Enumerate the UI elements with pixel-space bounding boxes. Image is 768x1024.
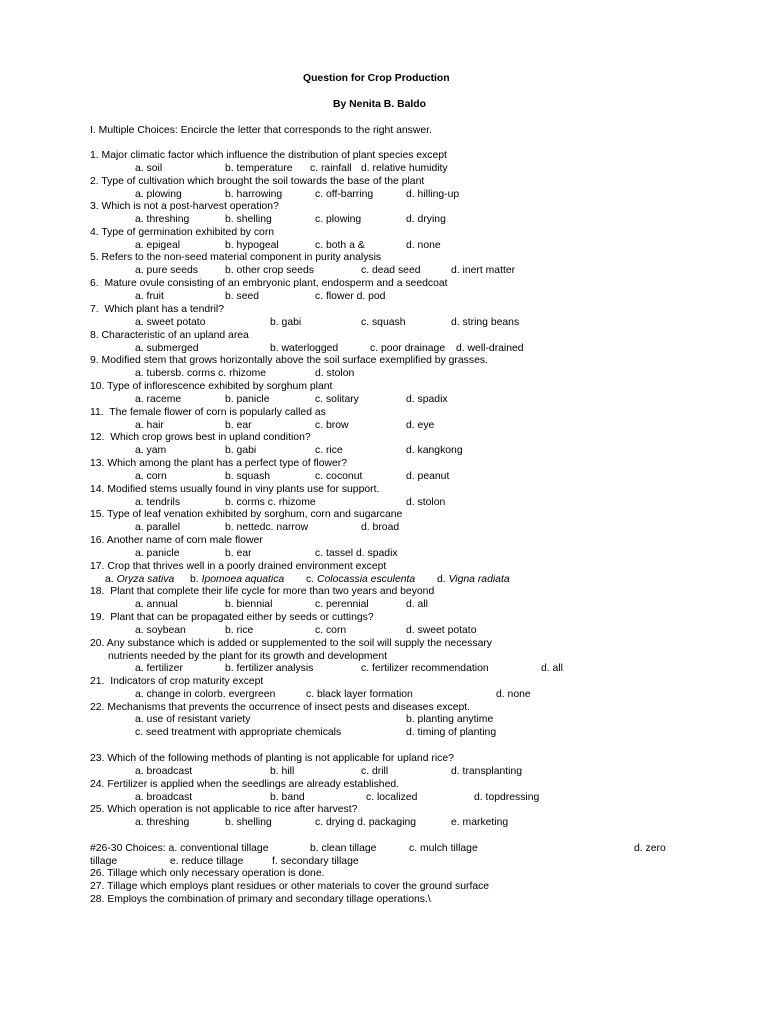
choice: d. zero [634,843,666,854]
choice: a. broadcast [135,766,193,777]
choice: b. ear [225,420,252,431]
choice: a. raceme [135,394,182,405]
choice: b. clean tillage [310,843,377,854]
choice: c. localized [366,792,418,803]
question-stem: 16. Another name of corn male flower [90,535,263,546]
choice: d. kangkong [406,445,463,456]
choice: d. spadix [406,394,448,405]
question-stem: 22. Mechanisms that prevents the occurrence of insect pests and diseases except. [90,702,471,713]
choice: f. secondary tillage [272,856,359,867]
question-stem: 12. Which crop grows best in upland condition? [90,432,311,443]
choice: c. squash [361,317,406,328]
question-stem: 19. Plant that can be propagated either by seeds or cuttings? [90,612,374,623]
choice: a. pure seeds [135,265,198,276]
question-stem: 9. Modified stem that grows horizontally above the soil surface exemplified by grasses. [90,355,488,366]
question-stem: 10. Type of inflorescence exhibited by sorghum plant [90,381,333,392]
choice: c. black layer formation [306,689,413,700]
choice: b. nettedc. narrow [225,522,309,533]
choice: e. reduce tillage [170,856,244,867]
question-stem: 6. Mature ovule consisting of an embryonic plant, endosperm and a seedcoat [90,278,448,289]
choice: c. drying d. packaging [315,817,417,828]
choice: a. tendrils [135,497,181,508]
document-author: By Nenita B. Baldo [333,99,426,110]
choice: a. plowing [135,189,182,200]
choice: d. stolon [315,368,355,379]
choice: b. band [270,792,305,803]
choice: a. submerged [135,343,199,354]
choice: b. corms c. rhizome [225,497,316,508]
choice: c. dead seed [361,265,421,276]
choice: b. biennial [225,599,273,610]
choice: c. drill [361,766,389,777]
choice: a. tubersb. corms c. rhizome [135,368,267,379]
choice: b. ear [225,548,252,559]
question-stem: 13. Which among the plant has a perfect type of flower? [90,458,348,469]
question-stem: 25. Which operation is not applicable to rice after harvest? [90,804,358,815]
choice: b. gabi [225,445,257,456]
choice: d. well-drained [456,343,524,354]
choice: a. threshing [135,214,190,225]
choice: b. planting anytime [406,714,494,725]
choice: d. timing of planting [406,727,497,738]
choice: a. corn [135,471,167,482]
choice: b. shelling [225,817,272,828]
choice: d. Vigna radiata [437,574,510,585]
question-stem: 18. Plant that complete their life cycle for more than two years and beyond [90,586,435,597]
choice: c. seed treatment with appropriate chemicals [135,727,342,738]
choice: b. hill [270,766,295,777]
document-title: Question for Crop Production [303,73,450,84]
choice: a. panicle [135,548,180,559]
choice: b. seed [225,291,260,302]
choice: c. both a & [315,240,365,251]
choice: c. tassel d. spadix [315,548,398,559]
choices-intro: #26-30 Choices: a. conventional tillage [90,843,269,854]
choice: a. sweet potato [135,317,206,328]
choice: d. all [541,663,563,674]
choice: c. poor drainage [370,343,446,354]
choice: b. gabi [270,317,302,328]
question-stem: 17. Crop that thrives well in a poorly drained environment except [90,561,387,572]
question-stem: 27. Tillage which employs plant residues or other materials to cover the ground surface [90,881,490,892]
instructions: I. Multiple Choices: Encircle the letter that corresponds to the right answer. [90,125,432,136]
choice: a. hair [135,420,164,431]
question-stem: 3. Which is not a post-harvest operation? [90,201,279,212]
choice: a. Oryza sativa [105,574,175,585]
question-stem: 11. The female flower of corn is popularly called as [90,407,326,418]
question-stem: 1. Major climatic factor which influence the distribution of plant species except [90,150,447,161]
question-stem: 24. Fertilizer is applied when the seedlings are already established. [90,779,400,790]
choice: b. Ipomoea aquatica [190,574,285,585]
choice: a. fertilizer [135,663,183,674]
choice: c. corn [315,625,347,636]
choice: b. rice [225,625,254,636]
choice: d. all [406,599,428,610]
choice: c. brow [315,420,349,431]
choice: a. fruit [135,291,164,302]
choice: a. change in colorb. evergreen [135,689,276,700]
choice: d. hilling-up [406,189,460,200]
choice: d. sweet potato [406,625,477,636]
question-stem: 21. Indicators of crop maturity except [90,676,264,687]
question-stem: 15. Type of leaf venation exhibited by sorghum, corn and sugarcane [90,509,403,520]
choice: b. other crop seeds [225,265,314,276]
question-stem: 5. Refers to the non-seed material component in purity analysis [90,252,382,263]
choice: d. none [496,689,531,700]
choice: d. drying [406,214,446,225]
choice: b. temperature [225,163,293,174]
choice: d. stolon [406,497,446,508]
choice: a. epigeal [135,240,181,251]
choice: c. fertilizer recommendation [361,663,489,674]
question-stem: 4. Type of germination exhibited by corn [90,227,275,238]
choice: e. marketing [451,817,509,828]
choice: b. harrowing [225,189,283,200]
choice: c. rainfall [310,163,352,174]
choice: d. topdressing [474,792,540,803]
choice: d. eye [406,420,435,431]
choice: c. mulch tillage [409,843,478,854]
choice: d. none [406,240,441,251]
question-stem: 7. Which plant has a tendril? [90,304,224,315]
question-stem-continued: nutrients needed by the plant for its growth and development [108,651,387,662]
choice: c. perennial [315,599,369,610]
question-stem: 20. Any substance which is added or supplemented to the soil will supply the necessary [90,638,493,649]
choice: b. hypogeal [225,240,279,251]
question-stem: 28. Employs the combination of primary and secondary tillage operations.\ [90,894,431,905]
choice: c. plowing [315,214,362,225]
choice-continued: tillage [90,856,118,867]
question-stem: 8. Characteristic of an upland area [90,330,249,341]
choice: c. rice [315,445,343,456]
choice: a. parallel [135,522,181,533]
choice: c. coconut [315,471,363,482]
choice: a. yam [135,445,167,456]
choice: b. fertilizer analysis [225,663,314,674]
choice: b. shelling [225,214,272,225]
choice: a. soil [135,163,163,174]
choice: a. annual [135,599,178,610]
choice: d. inert matter [451,265,516,276]
question-stem: 2. Type of cultivation which brought the soil towards the base of the plant [90,176,425,187]
choice: d. string beans [451,317,520,328]
choice: a. threshing [135,817,190,828]
choice: a. broadcast [135,792,193,803]
choice: c. flower d. pod [315,291,386,302]
choice: b. waterlogged [270,343,339,354]
choice: d. relative humidity [361,163,448,174]
choice: b. squash [225,471,271,482]
choice: b. panicle [225,394,270,405]
question-stem: 26. Tillage which only necessary operation is done. [90,868,325,879]
choice: c. Colocassia esculenta [306,574,416,585]
choice: c. solitary [315,394,359,405]
choice: a. use of resistant variety [135,714,251,725]
choice: d. broad [361,522,400,533]
question-stem: 14. Modified stems usually found in viny plants use for support. [90,484,380,495]
choice: a. soybean [135,625,186,636]
choice: d. transplanting [451,766,523,777]
choice: d. peanut [406,471,450,482]
question-stem: 23. Which of the following methods of planting is not applicable for upland rice? [90,753,454,764]
choice: c. off-barring [315,189,374,200]
